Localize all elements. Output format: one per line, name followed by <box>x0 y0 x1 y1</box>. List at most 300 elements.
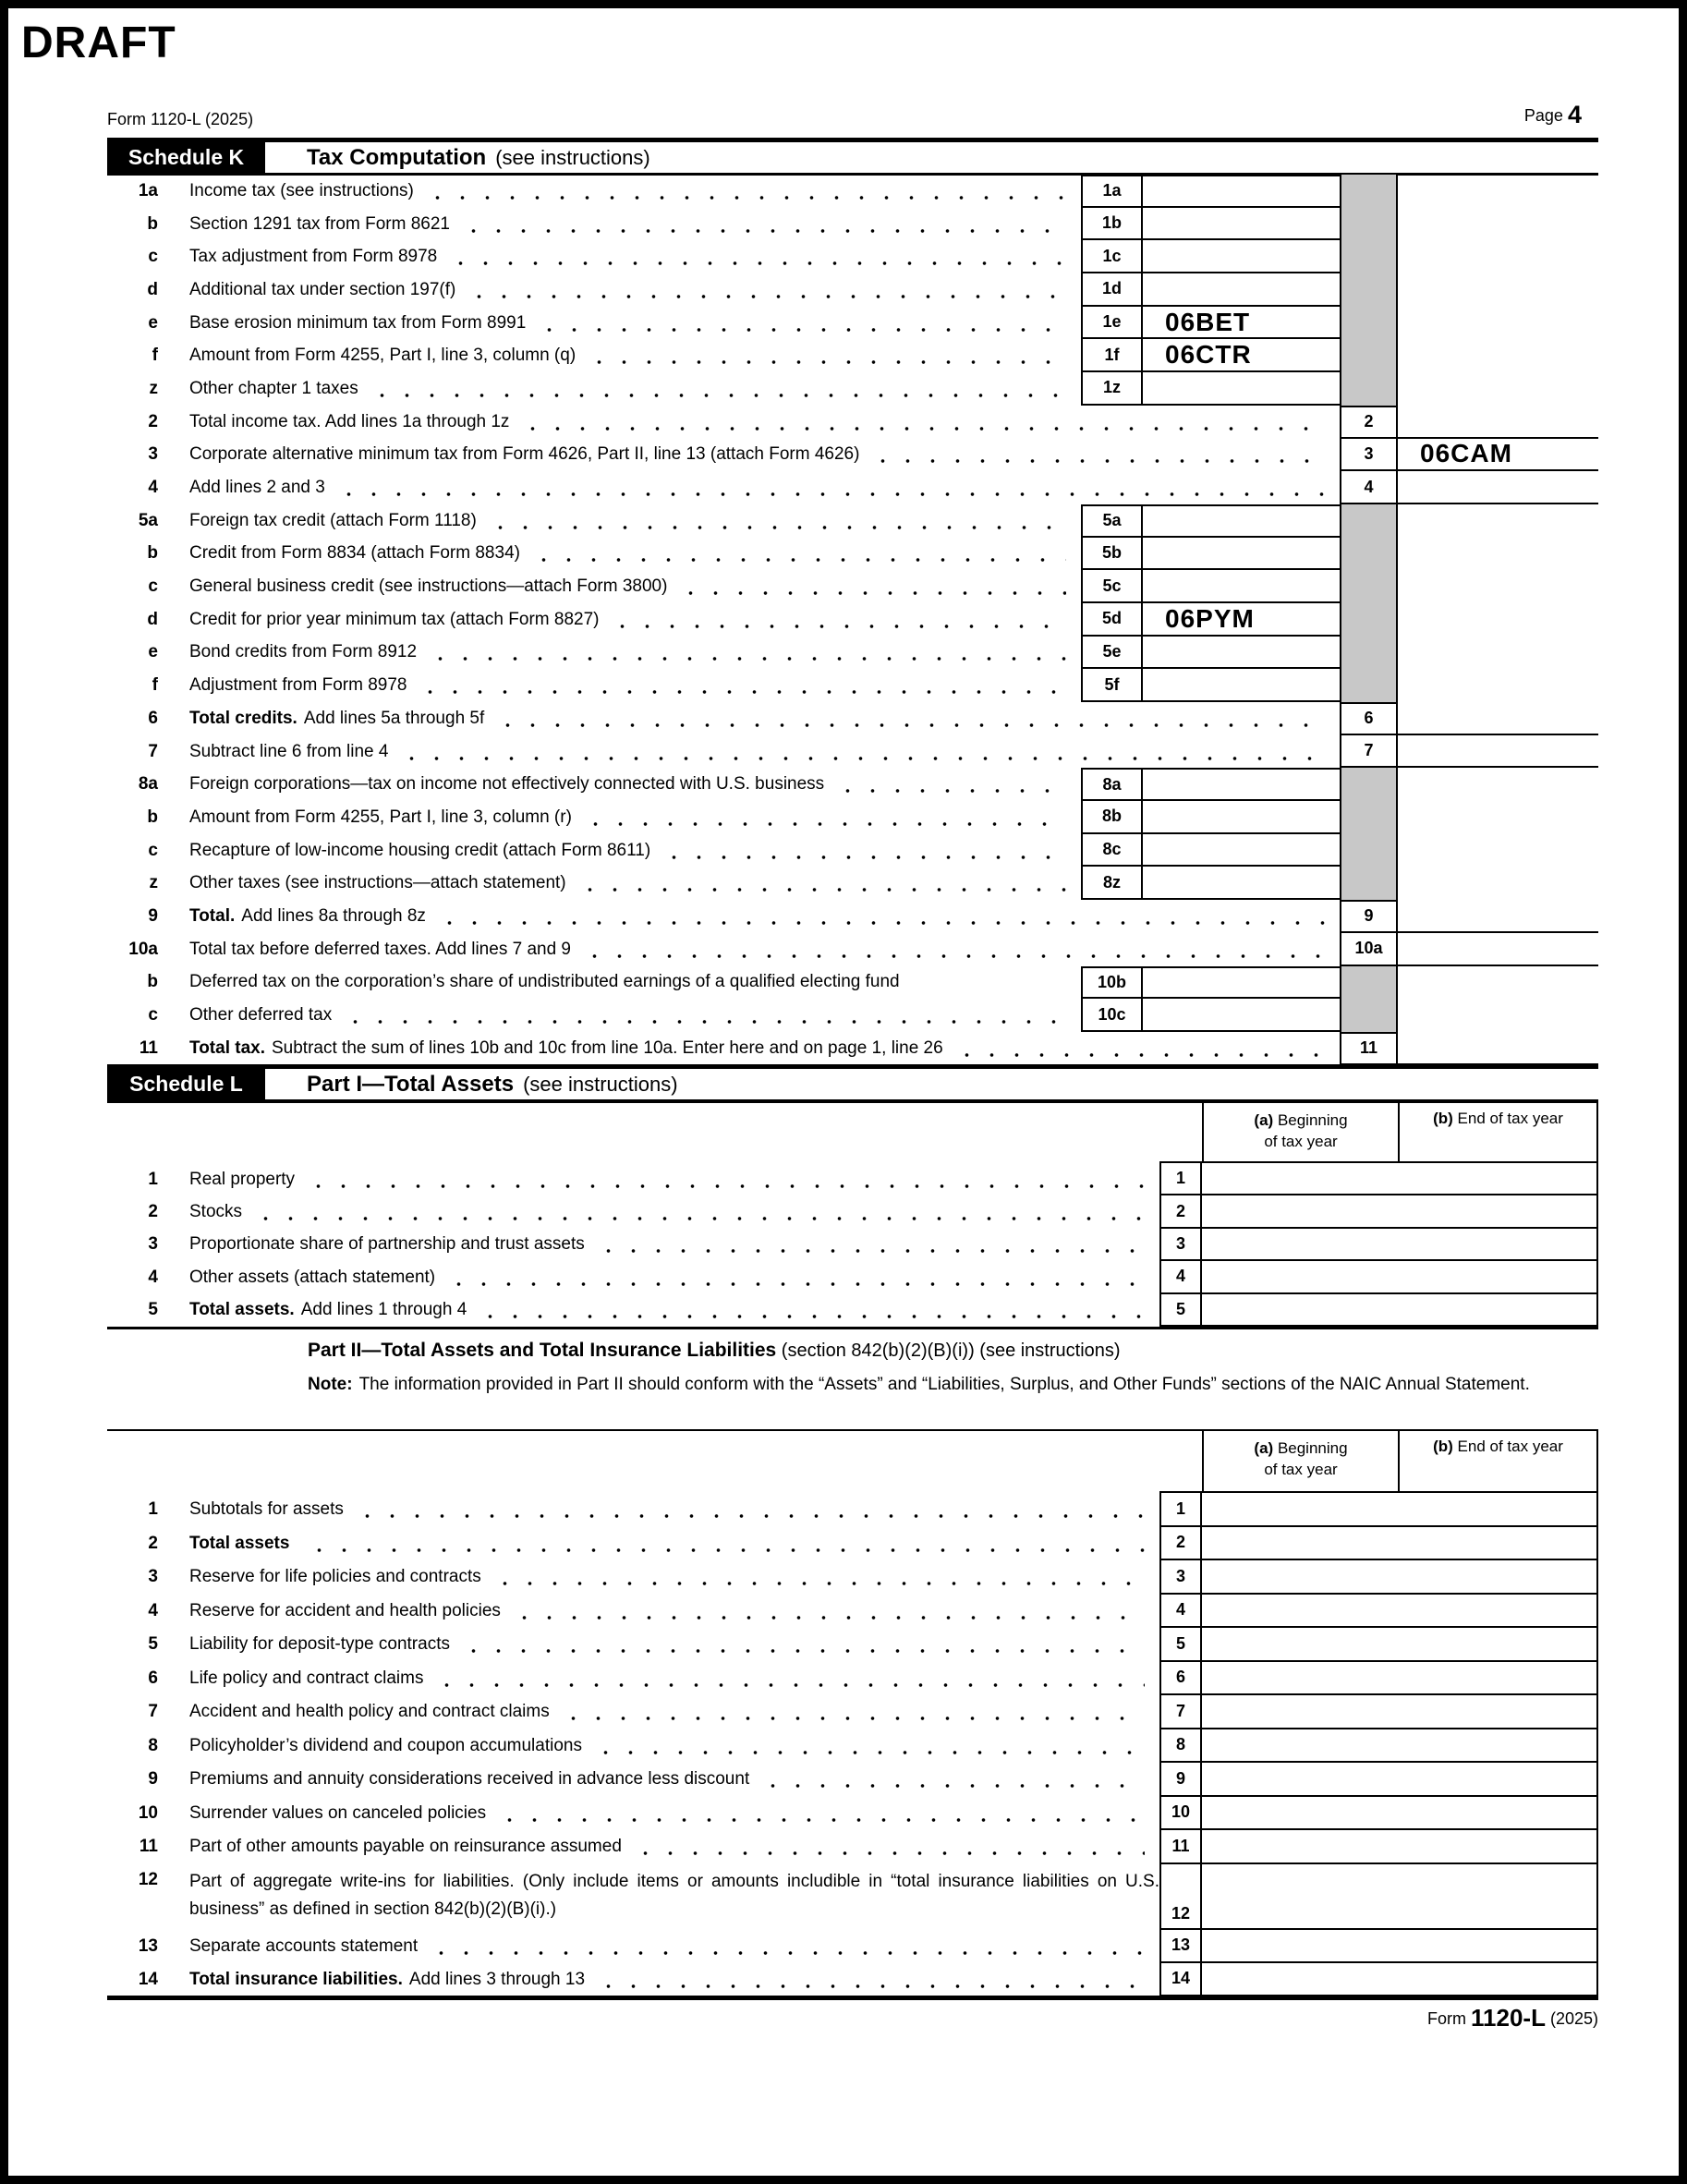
line-number-box: 2 <box>1340 406 1398 439</box>
line-number-box: 14 <box>1159 1963 1202 1996</box>
line-number-box: 3 <box>1159 1229 1202 1261</box>
line-label: 5a <box>138 510 158 530</box>
amount-entry-5e[interactable] <box>1141 637 1340 670</box>
part1-row-3: 3 Proportionate share of partnership and trust assets 3 <box>107 1229 1598 1261</box>
amount-entry-7[interactable] <box>1398 735 1598 769</box>
line-number-box: 1c <box>1081 240 1141 273</box>
row-desc: Base erosion minimum tax from Form 8991 <box>189 307 1081 340</box>
part2-11-beginning[interactable] <box>1202 1830 1398 1864</box>
schedule-k-row-2 <box>107 406 1598 439</box>
amount-entry-1c[interactable] <box>1141 240 1340 273</box>
part2-row-11: 11 Part of other amounts payable on reinsurance assumed 11 <box>107 1830 1598 1864</box>
part2-title: Part II—Total Assets and Total Insurance Liabilities (section 842(b)(2)(B)(i)) (see instructions) <box>308 1340 1121 1361</box>
dot-leader <box>448 261 1066 265</box>
amount-entry-5d[interactable] <box>1141 603 1340 637</box>
dot-leader <box>495 723 1325 727</box>
draft-code-06pym: 06PYM <box>1165 603 1255 633</box>
line-label: 4 <box>148 1600 158 1620</box>
row-desc: Additional tax under section 197(f) <box>189 273 1081 307</box>
line-number-box: 5 <box>1159 1294 1202 1327</box>
schedule-k-label: Schedule K <box>107 142 265 173</box>
line-label: d <box>147 609 158 629</box>
row-desc: Section 1291 tax from Form 8621 <box>189 208 1081 241</box>
part2-7-beginning[interactable] <box>1202 1695 1398 1729</box>
line-number-box: 13 <box>1159 1930 1202 1963</box>
line-label: 4 <box>148 478 158 498</box>
row-desc: Corporate alternative minimum tax from Form 4626, Part II, line 13 (attach Form 4626) <box>189 439 1340 472</box>
schedule-k-row-5b <box>107 538 1598 571</box>
schedule-k-row-1a <box>107 175 1598 208</box>
line-label: b <box>147 543 158 564</box>
line-number-box: 2 <box>1159 1195 1202 1228</box>
line-label: 3 <box>148 1234 158 1255</box>
line-label: 12 <box>138 1869 158 1889</box>
part2-row-7: 7 Accident and health policy and contract claims 7 <box>107 1695 1598 1729</box>
part2-row-3: 3 Reserve for life policies and contracts 3 <box>107 1560 1598 1595</box>
row-desc: Total credits. Add lines 5a through 5f <box>189 702 1340 735</box>
line-label: 11 <box>139 1037 158 1058</box>
row-desc: Total income tax. Add lines 1a through 1z <box>189 406 1340 439</box>
part1-table <box>107 1163 1598 1327</box>
line-label: 10 <box>138 1802 158 1823</box>
part2-3-beginning[interactable] <box>1202 1560 1398 1595</box>
line-number-box: 5 <box>1159 1628 1202 1662</box>
schedule-k-row-8a <box>107 768 1598 801</box>
part1-row-1: 1 Real property 1 <box>107 1163 1598 1195</box>
page-number <box>1524 101 1582 129</box>
row-desc: Other deferred tax <box>189 999 1081 1032</box>
row-desc: Subtract line 6 from line 4 <box>189 735 1340 769</box>
line-number-box: 1f <box>1081 339 1141 372</box>
line-number-box: 5a <box>1081 504 1141 538</box>
line-label: 5 <box>148 1634 158 1655</box>
line-number-box: 9 <box>1159 1763 1202 1797</box>
row-desc: Deferred tax on the corporation’s share of undistributed earnings of a qualified electing fund <box>189 966 1081 1000</box>
dot-leader <box>577 888 1066 892</box>
dot-leader <box>418 690 1066 694</box>
line-number-box: 6 <box>1340 702 1398 735</box>
dot-leader <box>610 625 1066 628</box>
line-number-box: 1 <box>1159 1163 1202 1195</box>
shaded-cell <box>1340 669 1398 702</box>
line-number-box: 2 <box>1159 1527 1202 1561</box>
amount-entry-4[interactable] <box>1398 471 1598 504</box>
line-label: 1 <box>148 1169 158 1189</box>
part2-13-beginning[interactable] <box>1202 1930 1398 1963</box>
line-number-box: 5f <box>1081 669 1141 702</box>
amount-entry-1f[interactable] <box>1141 339 1340 372</box>
part2-4-end[interactable] <box>1398 1595 1598 1629</box>
schedule-k-table <box>107 175 1598 1065</box>
line-label: b <box>147 213 158 234</box>
dot-leader <box>870 459 1325 463</box>
part2-10-beginning[interactable] <box>1202 1797 1398 1831</box>
draft-watermark: DRAFT <box>21 18 176 67</box>
part2-table <box>107 1493 1598 1996</box>
line-label: 8a <box>138 774 158 795</box>
line-label: 4 <box>148 1267 158 1287</box>
line-label: c <box>148 247 158 267</box>
row-desc: Foreign tax credit (attach Form 1118) <box>189 504 1081 538</box>
line-label: b <box>147 807 158 827</box>
shaded-cell <box>1340 339 1398 372</box>
line-number-box: 4 <box>1159 1261 1202 1293</box>
schedule-k-row-7 <box>107 735 1598 769</box>
part2-row-9: 9 Premiums and annuity considerations received in advance less discount 9 <box>107 1763 1598 1797</box>
line-label: b <box>147 972 158 992</box>
amount-entry-5f[interactable] <box>1141 669 1340 702</box>
line-number-box: 5c <box>1081 570 1141 603</box>
schedule-l-header-band <box>107 1064 1598 1102</box>
schedule-k-row-1z <box>107 372 1598 406</box>
part1-2-end[interactable] <box>1398 1195 1598 1228</box>
dot-leader <box>429 1951 1145 1955</box>
part1-4-beginning[interactable] <box>1202 1261 1398 1293</box>
dot-leader <box>446 1282 1145 1286</box>
dot-leader <box>760 1784 1145 1788</box>
dot-leader <box>461 1649 1145 1653</box>
line-number-box: 1 <box>1159 1493 1202 1527</box>
schedule-k-row-11 <box>107 1032 1598 1065</box>
dot-leader <box>593 1751 1145 1754</box>
dot-leader <box>437 921 1325 925</box>
dot-leader <box>434 1683 1145 1687</box>
row-desc: Credit for prior year minimum tax (attach Form 8827) <box>189 603 1081 637</box>
row-desc: Total tax before deferred taxes. Add lines 7 and 9 <box>189 933 1340 966</box>
line-label: 3 <box>148 1567 158 1587</box>
part2-12-end[interactable] <box>1398 1864 1598 1930</box>
part1-4-end[interactable] <box>1398 1261 1598 1293</box>
dot-leader <box>520 427 1325 431</box>
part2-12-beginning[interactable] <box>1202 1864 1398 1930</box>
draft-code-06cam: 06CAM <box>1420 439 1512 468</box>
line-number-box: 8 <box>1159 1729 1202 1764</box>
dot-leader <box>253 1217 1145 1220</box>
dot-leader <box>488 526 1066 529</box>
amount-entry-10c[interactable] <box>1141 999 1340 1032</box>
amount-entry-1z[interactable] <box>1141 372 1340 406</box>
line-number-box: 11 <box>1340 1032 1398 1065</box>
line-number-box: 5e <box>1081 637 1141 670</box>
row-desc: Add lines 2 and 3 <box>189 471 1340 504</box>
part2-10-end[interactable] <box>1398 1797 1598 1831</box>
row-desc: Amount from Form 4255, Part I, line 3, column (r) <box>189 801 1081 834</box>
column-a-header: (a) Beginning of tax year <box>1202 1103 1398 1163</box>
shaded-cell <box>1340 834 1398 868</box>
part1-5-beginning[interactable] <box>1202 1294 1398 1327</box>
amount-entry-6[interactable] <box>1398 702 1598 735</box>
line-number-box: 12 <box>1159 1864 1202 1930</box>
dot-leader <box>587 360 1066 364</box>
part2-row-8: 8 Policyholder’s dividend and coupon accumulations 8 <box>107 1729 1598 1764</box>
part2-1-end[interactable] <box>1398 1493 1598 1527</box>
part2-column-headers <box>107 1429 1598 1493</box>
dot-leader <box>596 1249 1145 1253</box>
draft-code-06ctr: 06CTR <box>1165 340 1252 370</box>
schedule-k-row-3 <box>107 439 1598 472</box>
part1-1-end[interactable] <box>1398 1163 1598 1195</box>
schedule-k-row-1f <box>107 339 1598 372</box>
part2-row-4: 4 Reserve for accident and health policies 4 <box>107 1595 1598 1629</box>
schedule-k-row-10c <box>107 999 1598 1032</box>
schedule-k-row-1b <box>107 208 1598 241</box>
part1-3-end[interactable] <box>1398 1229 1598 1261</box>
line-label: 6 <box>148 708 158 728</box>
line-label: 3 <box>148 444 158 465</box>
amount-entry-10b[interactable] <box>1141 966 1340 1000</box>
part1-3-beginning[interactable] <box>1202 1229 1398 1261</box>
line-number-box: 8z <box>1081 867 1141 900</box>
dot-leader <box>537 328 1066 332</box>
part2-row-6: 6 Life policy and contract claims 6 <box>107 1662 1598 1696</box>
dot-leader <box>911 987 1066 990</box>
amount-entry-5b[interactable] <box>1141 538 1340 571</box>
dot-leader <box>492 1582 1145 1585</box>
amount-entry-8c[interactable] <box>1141 834 1340 868</box>
amount-entry-9[interactable] <box>1398 900 1598 933</box>
dot-leader <box>355 1514 1145 1518</box>
part2-note: Note: The information provided in Part II should conform with the “Assets” and “Liabilities, Surplus, and Other Funds” sections of the NAIC Annual Statement. <box>308 1375 1530 1394</box>
part2-9-beginning[interactable] <box>1202 1763 1398 1797</box>
line-number-box: 1d <box>1081 273 1141 307</box>
amount-entry-10a[interactable] <box>1398 933 1598 966</box>
dot-leader <box>336 492 1325 496</box>
shaded-cell <box>1340 538 1398 571</box>
part1-row-5: 5 Total assets. Add lines 1 through 4 5 <box>107 1294 1598 1327</box>
line-label: 7 <box>148 1702 158 1722</box>
line-label: 1a <box>138 180 158 200</box>
amount-entry-1d[interactable] <box>1141 273 1340 307</box>
schedule-k-row-4 <box>107 471 1598 504</box>
part2-row-1: 1 Subtotals for assets 1 <box>107 1493 1598 1527</box>
dot-leader <box>678 591 1066 595</box>
line-number-box: 4 <box>1340 471 1398 504</box>
part2-1-beginning[interactable] <box>1202 1493 1398 1527</box>
schedule-k-row-1c <box>107 240 1598 273</box>
part2-row-12: 12 Part of aggregate write-ins for liabilities. (Only include items or amounts includible in “total insurance liabilities on U.S. business” as defined in section 842(b)(2)(B)(i).) 12 <box>107 1864 1598 1930</box>
line-label: 6 <box>148 1668 158 1688</box>
line-label: c <box>148 576 158 597</box>
line-label: 2 <box>148 1533 158 1553</box>
dot-leader <box>954 1053 1325 1057</box>
shaded-cell <box>1340 637 1398 670</box>
line-number-box: 11 <box>1159 1830 1202 1864</box>
line-number-box: 1z <box>1081 372 1141 406</box>
dot-leader <box>307 1548 1145 1552</box>
form-id-header: Form 1120-L (2025) <box>107 110 254 128</box>
dot-leader <box>306 1184 1145 1188</box>
shaded-cell <box>1340 801 1398 834</box>
schedule-k-row-5a <box>107 504 1598 538</box>
row-desc: Tax adjustment from Form 8978 <box>189 240 1081 273</box>
amount-entry-1e[interactable] <box>1141 307 1340 340</box>
line-label: 2 <box>148 411 158 431</box>
line-number-box: 1e <box>1081 307 1141 340</box>
row-desc: Foreign corporations—tax on income not effectively connected with U.S. business <box>189 768 1081 801</box>
line-label: c <box>148 1005 158 1025</box>
schedule-k-row-9 <box>107 900 1598 933</box>
row-desc: Other taxes (see instructions—attach statement) <box>189 867 1081 900</box>
part2-8-beginning[interactable] <box>1202 1729 1398 1764</box>
part1-row-2: 2 Stocks 2 <box>107 1195 1598 1228</box>
line-number-box: 8b <box>1081 801 1141 834</box>
shaded-cell <box>1340 307 1398 340</box>
shaded-cell <box>1340 240 1398 273</box>
row-desc: Total. Add lines 8a through 8z <box>189 900 1340 933</box>
line-label: 7 <box>148 741 158 761</box>
dot-leader <box>835 789 1066 793</box>
line-label: f <box>152 675 158 696</box>
shaded-cell <box>1340 273 1398 307</box>
amount-entry-5c[interactable] <box>1141 570 1340 603</box>
part1-1-beginning[interactable] <box>1202 1163 1398 1195</box>
line-label: 10a <box>128 939 158 959</box>
column-a-header: (a) Beginning of tax year <box>1202 1431 1398 1493</box>
line-label: f <box>152 346 158 366</box>
line-number-box: 10c <box>1081 999 1141 1032</box>
part2-2-beginning[interactable] <box>1202 1527 1398 1561</box>
part2-row-13: 13 Separate accounts statement 13 <box>107 1930 1598 1963</box>
amount-entry-1b[interactable] <box>1141 208 1340 241</box>
amount-entry-1a[interactable] <box>1141 175 1340 208</box>
line-label: e <box>148 642 158 662</box>
dot-leader <box>661 855 1066 859</box>
line-number-box: 8c <box>1081 834 1141 868</box>
amount-entry-5a[interactable] <box>1141 504 1340 538</box>
part1-5-end[interactable] <box>1398 1294 1598 1327</box>
shaded-cell <box>1340 999 1398 1032</box>
amount-entry-2[interactable] <box>1398 406 1598 439</box>
part2-14-end[interactable] <box>1398 1963 1598 1996</box>
schedule-k-title <box>307 142 650 173</box>
shaded-cell <box>1340 175 1398 208</box>
line-number-box: 5d <box>1081 603 1141 637</box>
part2-2-end[interactable] <box>1398 1527 1598 1561</box>
dot-leader <box>461 229 1066 233</box>
part2-6-end[interactable] <box>1398 1662 1598 1696</box>
page-footer: Form 1120-L (2025) <box>1426 2004 1598 2032</box>
amount-entry-8a[interactable] <box>1141 768 1340 801</box>
part2-4-beginning[interactable] <box>1202 1595 1398 1629</box>
schedule-k-row-1d <box>107 273 1598 307</box>
row-desc: General business credit (see instructions—attach Form 3800) <box>189 570 1081 603</box>
line-number-box: 10a <box>1340 933 1398 966</box>
shaded-cell <box>1340 768 1398 801</box>
line-number-box: 4 <box>1159 1595 1202 1629</box>
line-label: e <box>148 312 158 333</box>
shaded-cell <box>1340 504 1398 538</box>
row-desc: Other chapter 1 taxes <box>189 372 1081 406</box>
schedule-k-row-10b <box>107 966 1598 1000</box>
line-number-box: 7 <box>1159 1695 1202 1729</box>
part2-row-5: 5 Liability for deposit-type contracts 5 <box>107 1628 1598 1662</box>
line-label: 9 <box>148 905 158 926</box>
schedule-k-row-8z <box>107 867 1598 900</box>
part2-bottom-rule <box>107 1996 1598 2000</box>
part2-row-10: 10 Surrender values on canceled policies 10 <box>107 1797 1598 1831</box>
line-label: 2 <box>148 1202 158 1222</box>
line-label: d <box>147 279 158 299</box>
dot-leader <box>399 757 1325 760</box>
part2-8-end[interactable] <box>1398 1729 1598 1764</box>
dot-leader <box>497 1818 1145 1822</box>
amount-entry-8b[interactable] <box>1141 801 1340 834</box>
line-label: 14 <box>138 1969 158 1989</box>
schedule-k-row-8b <box>107 801 1598 834</box>
part2-6-beginning[interactable] <box>1202 1662 1398 1696</box>
column-b-header: (b) End of tax year <box>1398 1431 1598 1493</box>
shaded-cell <box>1340 570 1398 603</box>
dot-leader <box>370 394 1066 397</box>
shaded-cell <box>1340 208 1398 241</box>
part2-11-end[interactable] <box>1398 1830 1598 1864</box>
dot-leader <box>512 1616 1145 1620</box>
part1-2-beginning[interactable] <box>1202 1195 1398 1228</box>
row-desc: Adjustment from Form 8978 <box>189 669 1081 702</box>
part2-14-beginning[interactable] <box>1202 1963 1398 1996</box>
dot-leader <box>478 1315 1145 1318</box>
part1-row-4: 4 Other assets (attach statement) 4 <box>107 1261 1598 1293</box>
line-label: 5 <box>148 1300 158 1320</box>
dot-leader <box>425 196 1066 200</box>
row-desc: Recapture of low-income housing credit (attach Form 8611) <box>189 834 1081 868</box>
part2-13-end[interactable] <box>1398 1930 1598 1963</box>
schedule-k-title-text: Tax Computation <box>307 144 487 170</box>
schedule-k-header-band <box>107 138 1598 176</box>
part2-row-2: 2 Total assets 2 <box>107 1527 1598 1561</box>
line-number-box: 7 <box>1340 735 1398 769</box>
part2-9-end[interactable] <box>1398 1763 1598 1797</box>
part2-5-end[interactable] <box>1398 1628 1598 1662</box>
schedule-k-row-10a <box>107 933 1598 966</box>
part2-5-beginning[interactable] <box>1202 1628 1398 1662</box>
line-label: 13 <box>138 1935 158 1956</box>
line-number-box: 10b <box>1081 966 1141 1000</box>
schedule-l-part1-title: Part I—Total Assets (see instructions) <box>307 1071 678 1097</box>
part2-7-end[interactable] <box>1398 1695 1598 1729</box>
schedule-k-row-6 <box>107 702 1598 735</box>
dot-leader <box>343 1020 1066 1024</box>
amount-entry-3[interactable] <box>1398 439 1598 472</box>
line-label: 8 <box>148 1735 158 1755</box>
line-label: 1 <box>148 1499 158 1520</box>
row-desc: Credit from Form 8834 (attach Form 8834) <box>189 538 1081 571</box>
schedule-k-row-8c <box>107 834 1598 868</box>
shaded-cell <box>1340 372 1398 406</box>
part2-row-14: 14 Total insurance liabilities. Add lines 3 through 13 14 <box>107 1963 1598 1996</box>
line-label: 9 <box>148 1769 158 1790</box>
schedule-k-row-5d <box>107 603 1598 637</box>
schedule-k-row-5f <box>107 669 1598 702</box>
schedule-k-title-note: (see instructions) <box>495 145 650 169</box>
amount-entry-8z[interactable] <box>1141 867 1340 900</box>
line-number-box: 6 <box>1159 1662 1202 1696</box>
part2-3-end[interactable] <box>1398 1560 1598 1595</box>
dot-leader <box>467 295 1066 298</box>
shaded-cell <box>1340 867 1398 900</box>
part1-bottom-rule <box>107 1327 1598 1329</box>
line-number-box: 1a <box>1081 175 1141 208</box>
line-number-box: 3 <box>1159 1560 1202 1595</box>
row-desc: Total tax. Subtract the sum of lines 10b and 10c from line 10a. Enter here and on page 1, line 26 <box>189 1032 1340 1065</box>
row-desc: Amount from Form 4255, Part I, line 3, column (q) <box>189 339 1081 372</box>
line-label: c <box>148 840 158 860</box>
part1-column-headers <box>107 1101 1598 1163</box>
dot-leader <box>582 954 1325 958</box>
line-label: 11 <box>139 1837 158 1857</box>
schedule-l-label: Schedule L <box>107 1069 265 1099</box>
amount-entry-11[interactable] <box>1398 1032 1598 1065</box>
